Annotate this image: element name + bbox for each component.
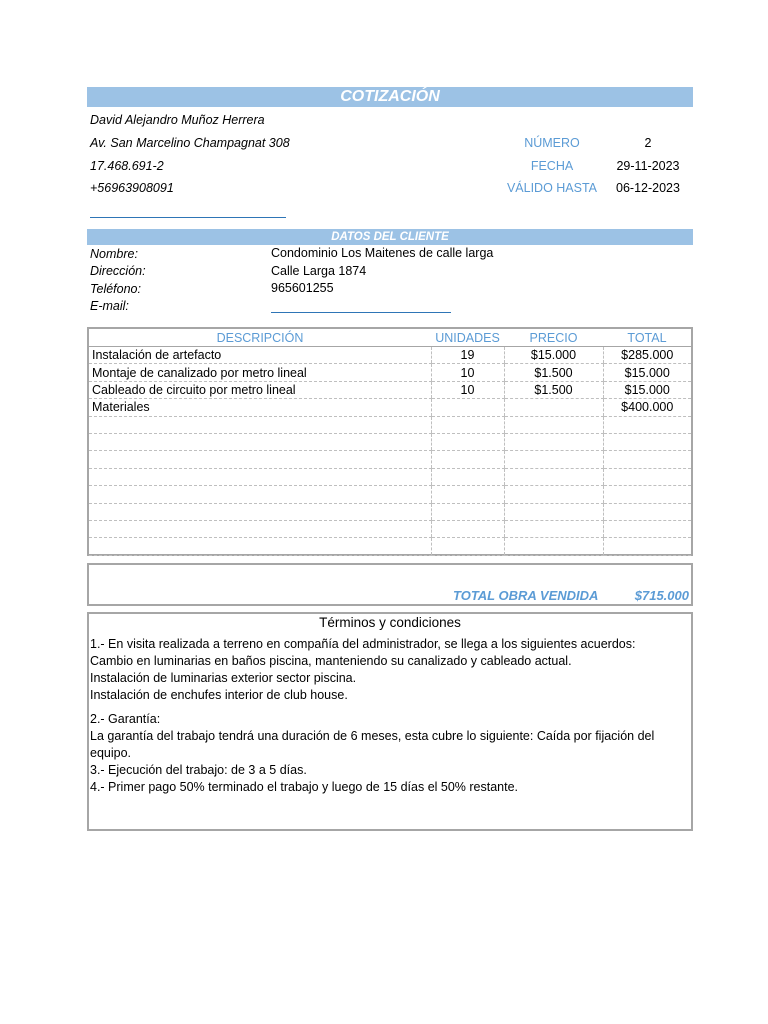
table-row [89, 503, 691, 520]
item-description [89, 433, 431, 450]
item-price [504, 399, 603, 416]
item-units [431, 503, 504, 520]
client-name-label: Nombre: [90, 247, 138, 261]
item-total [603, 468, 691, 485]
item-description: Cableado de circuito por metro lineal [89, 381, 431, 398]
terms-title: Términos y condiciones [319, 615, 461, 630]
item-total [603, 486, 691, 503]
item-units [431, 486, 504, 503]
item-units [431, 520, 504, 537]
item-total: $285.000 [603, 347, 691, 364]
seller-address: Av. San Marcelino Champagnat 308 [90, 136, 290, 150]
terms-line: Instalación de enchufes interior de club house. [90, 688, 348, 702]
item-total: $15.000 [603, 381, 691, 398]
item-units [431, 451, 504, 468]
table-row [89, 364, 691, 381]
item-total: $400.000 [603, 399, 691, 416]
client-email-label: E-mail: [90, 299, 129, 313]
item-price [504, 520, 603, 537]
item-description: Montaje de canalizado por metro lineal [89, 364, 431, 381]
table-row [89, 347, 691, 364]
item-total [603, 538, 691, 555]
item-total [603, 416, 691, 433]
seller-phone: +56963908091 [90, 181, 174, 195]
numero-label: NÚMERO [524, 136, 580, 150]
table-row [89, 381, 691, 398]
item-units [431, 538, 504, 555]
terms-line: 4.- Primer pago 50% terminado el trabajo y luego de 15 días el 50% restante. [90, 780, 519, 794]
item-description [89, 451, 431, 468]
item-units [431, 433, 504, 450]
terms-line: Instalación de luminarias exterior sector piscina. [90, 671, 357, 685]
item-description [89, 503, 431, 520]
terms-line: 3.- Ejecución del trabajo: de 3 a 5 días. [90, 763, 307, 777]
client-phone-label: Teléfono: [90, 282, 141, 296]
item-price [504, 468, 603, 485]
header-total: TOTAL [603, 329, 691, 347]
item-total [603, 503, 691, 520]
item-price [504, 433, 603, 450]
item-total [603, 520, 691, 537]
item-price [504, 503, 603, 520]
terms-line: 1.- En visita realizada a terreno en compañía del administrador, se llega a los siguientes acuerdos: [90, 637, 636, 651]
header-unidades: UNIDADES [431, 329, 504, 347]
document-title: COTIZACIÓN [87, 87, 693, 107]
client-email-line [271, 312, 451, 313]
client-section-title: DATOS DEL CLIENTE [87, 229, 693, 245]
terms-box [87, 612, 693, 831]
seller-signature-line [90, 217, 286, 218]
total-box [87, 563, 693, 606]
items-table [89, 329, 691, 556]
item-units: 10 [431, 364, 504, 381]
items-header-row [89, 329, 691, 347]
item-total: $15.000 [603, 364, 691, 381]
table-row [89, 468, 691, 485]
table-row [89, 486, 691, 503]
seller-name: David Alejandro Muñoz Herrera [90, 113, 265, 127]
table-row [89, 433, 691, 450]
item-price [504, 416, 603, 433]
item-price [504, 451, 603, 468]
item-units [431, 399, 504, 416]
terms-line: La garantía del trabajo tendrá una duración de 6 meses, esta cubre lo siguiente: Caída por fijación del equipo. [90, 729, 655, 760]
item-description [89, 486, 431, 503]
valido-hasta-value: 06-12-2023 [616, 181, 680, 195]
table-row [89, 399, 691, 416]
table-row [89, 416, 691, 433]
item-price: $15.000 [504, 347, 603, 364]
item-units: 19 [431, 347, 504, 364]
total-label: TOTAL OBRA VENDIDA [453, 588, 599, 603]
terms-line: Cambio en luminarias en baños piscina, manteniendo su canalizado y cableado actual. [90, 654, 572, 668]
item-description [89, 468, 431, 485]
item-total [603, 433, 691, 450]
item-units: 10 [431, 381, 504, 398]
table-row [89, 520, 691, 537]
header-precio: PRECIO [504, 329, 603, 347]
items-table-box [87, 327, 693, 556]
fecha-value: 29-11-2023 [616, 159, 680, 173]
item-description [89, 520, 431, 537]
total-value: $715.000 [634, 588, 689, 603]
seller-rut: 17.468.691-2 [90, 159, 164, 173]
valido-hasta-label: VÁLIDO HASTA [506, 181, 598, 195]
item-description [89, 416, 431, 433]
item-price [504, 538, 603, 555]
table-row [89, 451, 691, 468]
header-descripcion: DESCRIPCIÓN [89, 329, 431, 347]
item-description: Materiales [89, 399, 431, 416]
client-name-value: Condominio Los Maitenes de calle larga [271, 246, 494, 260]
item-units [431, 468, 504, 485]
fecha-label: FECHA [530, 159, 574, 173]
item-total [603, 451, 691, 468]
item-description [89, 538, 431, 555]
client-phone-value: 965601255 [271, 281, 334, 295]
numero-value: 2 [644, 136, 652, 150]
item-units [431, 416, 504, 433]
table-row [89, 538, 691, 555]
item-price [504, 486, 603, 503]
item-description: Instalación de artefacto [89, 347, 431, 364]
client-address-value: Calle Larga 1874 [271, 264, 367, 278]
client-address-label: Dirección: [90, 264, 146, 278]
terms-line: 2.- Garantía: [90, 712, 161, 726]
item-price: $1.500 [504, 364, 603, 381]
item-price: $1.500 [504, 381, 603, 398]
